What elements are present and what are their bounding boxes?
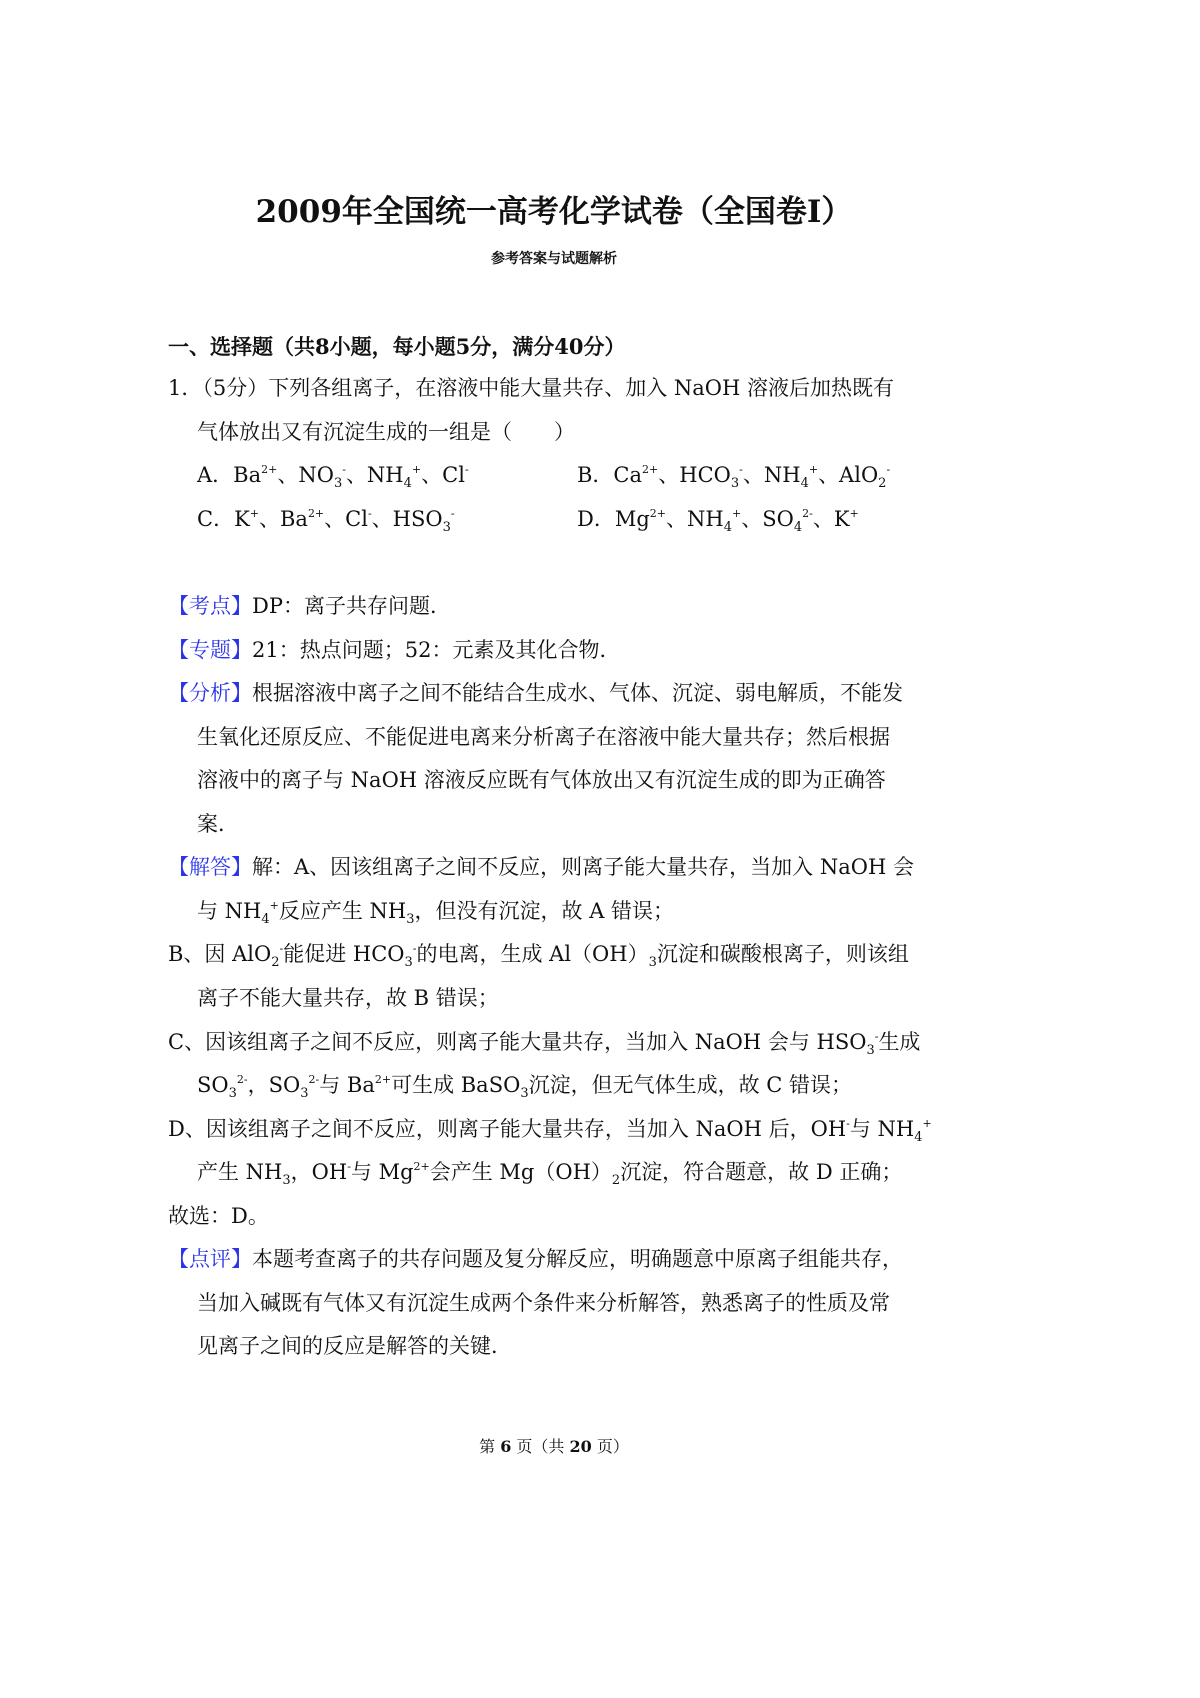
labeled-paragraph-line bbox=[168, 853, 914, 881]
text-run: 、Cl bbox=[324, 507, 368, 531]
superscript: - bbox=[347, 1160, 351, 1173]
subscript: 4 bbox=[800, 476, 809, 491]
section-tag: 【解答】 bbox=[168, 855, 252, 879]
text-run: 气体放出又有沉淀生成的一组是（ ） bbox=[197, 420, 575, 444]
subscript: 4 bbox=[403, 476, 412, 491]
text-run: 沉淀和碳酸根离子，则该组 bbox=[656, 942, 909, 966]
text-line bbox=[197, 766, 886, 794]
footer-text: 页（共 bbox=[511, 1437, 570, 1456]
text-run: 产生 NH bbox=[197, 1160, 283, 1184]
section-tag: 【点评】 bbox=[168, 1247, 252, 1271]
document-subtitle: 参考答案与试题解析 bbox=[491, 251, 617, 267]
text-line bbox=[197, 1158, 902, 1186]
text-run: 会产生 Mg（OH） bbox=[429, 1160, 612, 1184]
superscript: + bbox=[411, 463, 422, 476]
text-run: 沉淀，但无气体生成，故 C 错误； bbox=[528, 1073, 853, 1097]
text-line bbox=[197, 723, 890, 751]
subscript: 4 bbox=[261, 912, 270, 927]
text-run: 可生成 BaSO bbox=[391, 1073, 521, 1097]
text-run: D、因该组离子之间不反应，则离子能大量共存，当加入 NaOH 后，OH bbox=[168, 1117, 847, 1141]
superscript: + bbox=[732, 507, 742, 520]
superscript: - bbox=[367, 507, 372, 520]
text-run: 生氧化还原反应、不能促进电离来分析离子在溶液中能大量共存；然后根据 bbox=[197, 725, 890, 749]
text-run: 、AlO bbox=[818, 463, 879, 487]
text-run: 、NO bbox=[277, 463, 334, 487]
labeled-paragraph-line bbox=[168, 1245, 903, 1273]
superscript: 2+ bbox=[649, 507, 667, 520]
text-run: 本题考查离子的共存问题及复分解反应，明确题意中原离子组能共存， bbox=[252, 1247, 903, 1271]
text-run: 、Ba bbox=[258, 507, 308, 531]
text-run: B．Ca bbox=[577, 463, 643, 487]
subscript: 2 bbox=[611, 1173, 621, 1188]
text-run: 与 NH bbox=[197, 899, 262, 923]
text-line bbox=[168, 1115, 932, 1143]
text-run: 、HCO bbox=[658, 463, 731, 487]
subscript: 3 bbox=[866, 1043, 875, 1058]
superscript: - bbox=[279, 942, 284, 955]
superscript: 2+ bbox=[413, 1160, 430, 1173]
text-run: 案． bbox=[197, 812, 239, 836]
text-run: 、K bbox=[812, 507, 850, 531]
superscript: + bbox=[249, 507, 259, 520]
section-tag: 【分析】 bbox=[168, 681, 252, 705]
text-run: C．K bbox=[197, 507, 250, 531]
superscript: - bbox=[846, 1117, 850, 1130]
text-run: 1．（5分）下列各组离子，在溶液中能大量共存、加入 NaOH 溶液后加热既有 bbox=[168, 376, 894, 400]
superscript: - bbox=[450, 507, 455, 520]
text-run: D．Mg bbox=[577, 507, 650, 531]
text-run: 反应产生 NH bbox=[278, 899, 407, 923]
subscript: 3 bbox=[282, 1173, 291, 1188]
answer-option bbox=[577, 505, 859, 533]
text-run: 与 Mg bbox=[350, 1160, 414, 1184]
subscript: 2 bbox=[878, 476, 887, 491]
text-run: 见离子之间的反应是解答的关键． bbox=[197, 1334, 512, 1358]
text-run: 、HSO bbox=[371, 507, 443, 531]
subscript: 3 bbox=[648, 955, 657, 970]
footer-text: 第 bbox=[479, 1437, 501, 1456]
superscript: 2- bbox=[802, 507, 813, 520]
superscript: 2- bbox=[308, 1073, 320, 1086]
text-run: SO bbox=[197, 1073, 229, 1097]
subscript: 3 bbox=[300, 1086, 309, 1101]
text-run: 溶液中的离子与 NaOH 溶液反应既有气体放出又有沉淀生成的即为正确答 bbox=[197, 768, 886, 792]
text-run: 故选：D。 bbox=[168, 1204, 269, 1228]
text-run: 生成 bbox=[878, 1030, 921, 1054]
text-run: C、因该组离子之间不反应，则离子能大量共存，当加入 NaOH 会与 HSO bbox=[168, 1030, 867, 1054]
answer-option bbox=[197, 505, 455, 533]
labeled-paragraph-line bbox=[168, 636, 620, 664]
text-line bbox=[168, 1202, 269, 1230]
text-run: 离子不能大量共存，故 B 错误； bbox=[197, 986, 499, 1010]
page-total: 20 bbox=[569, 1437, 592, 1456]
page-number: 6 bbox=[500, 1437, 512, 1456]
text-line bbox=[197, 1071, 852, 1099]
text-line bbox=[197, 984, 499, 1012]
text-run: 、NH bbox=[742, 463, 801, 487]
text-run: 沉淀，符合题意，故 D 正确； bbox=[620, 1160, 903, 1184]
text-run: 解：A、因该组离子之间不反应，则离子能大量共存，当加入 NaOH 会 bbox=[252, 855, 914, 879]
superscript: - bbox=[464, 463, 469, 476]
subscript: 3 bbox=[406, 912, 415, 927]
subscript: 4 bbox=[723, 520, 732, 535]
superscript: 2+ bbox=[307, 507, 325, 520]
text-run: 、Cl bbox=[421, 463, 465, 487]
text-run: ，SO bbox=[247, 1073, 301, 1097]
text-run: 与 NH bbox=[849, 1117, 915, 1141]
subscript: 3 bbox=[442, 520, 451, 535]
footer-text: 页） bbox=[591, 1437, 629, 1456]
superscript: + bbox=[269, 899, 279, 912]
text-run: 的电离，生成 Al（OH） bbox=[416, 942, 649, 966]
text-run: B、因 AlO bbox=[168, 942, 272, 966]
text-run: 21：热点问题；52：元素及其化合物． bbox=[252, 638, 621, 662]
subscript: 4 bbox=[914, 1130, 923, 1145]
answer-option bbox=[577, 461, 890, 489]
text-line bbox=[168, 940, 909, 968]
text-run: 、NH bbox=[666, 507, 724, 531]
text-run: 当加入碱既有气体又有沉淀生成两个条件来分析解答，熟悉离子的性质及常 bbox=[197, 1291, 890, 1315]
subscript: 2 bbox=[271, 955, 280, 970]
text-run: ，但没有沉淀，故 A 错误； bbox=[414, 899, 675, 923]
labeled-paragraph-line bbox=[168, 679, 903, 707]
superscript: - bbox=[739, 463, 743, 476]
section-tag: 【考点】 bbox=[168, 594, 252, 618]
superscript: - bbox=[342, 463, 346, 476]
superscript: 2+ bbox=[642, 463, 659, 476]
labeled-paragraph-line bbox=[168, 592, 451, 620]
text-line bbox=[197, 810, 239, 838]
text-run: 能促进 HCO bbox=[283, 942, 405, 966]
text-line bbox=[168, 374, 894, 402]
page-footer bbox=[0, 1434, 1108, 1457]
subscript: 3 bbox=[730, 476, 740, 491]
superscript: - bbox=[412, 942, 417, 955]
superscript: 2- bbox=[236, 1073, 248, 1086]
text-run: 、SO bbox=[741, 507, 794, 531]
text-run: 、NH bbox=[345, 463, 404, 487]
answer-option bbox=[197, 461, 469, 489]
text-line bbox=[197, 418, 575, 446]
superscript: + bbox=[922, 1117, 932, 1130]
section-heading: 一、选择题（共8小题，每小题5分，满分40分） bbox=[168, 334, 626, 359]
text-run: DP：离子共存问题． bbox=[252, 594, 451, 618]
superscript: + bbox=[849, 507, 859, 520]
text-run: 与 Ba bbox=[319, 1073, 375, 1097]
superscript: - bbox=[874, 1030, 879, 1043]
text-run: 根据溶液中离子之间不能结合生成水、气体、沉淀、弱电解质，不能发 bbox=[252, 681, 903, 705]
subscript: 4 bbox=[793, 520, 803, 535]
superscript: - bbox=[886, 463, 891, 476]
subscript: 3 bbox=[404, 955, 413, 970]
superscript: 2+ bbox=[261, 463, 278, 476]
subscript: 3 bbox=[333, 476, 343, 491]
superscript: 2+ bbox=[374, 1073, 392, 1086]
text-run: ，OH bbox=[290, 1160, 348, 1184]
text-line bbox=[168, 1028, 920, 1056]
text-line bbox=[197, 897, 674, 925]
document-title: 2009年全国统一高考化学试卷（全国卷Ⅰ） bbox=[255, 194, 853, 230]
text-run: A．Ba bbox=[197, 463, 262, 487]
subscript: 3 bbox=[228, 1086, 237, 1101]
text-line bbox=[197, 1289, 890, 1317]
text-line bbox=[197, 1332, 512, 1360]
section-tag: 【专题】 bbox=[168, 638, 252, 662]
superscript: + bbox=[808, 463, 819, 476]
subscript: 3 bbox=[520, 1086, 529, 1101]
